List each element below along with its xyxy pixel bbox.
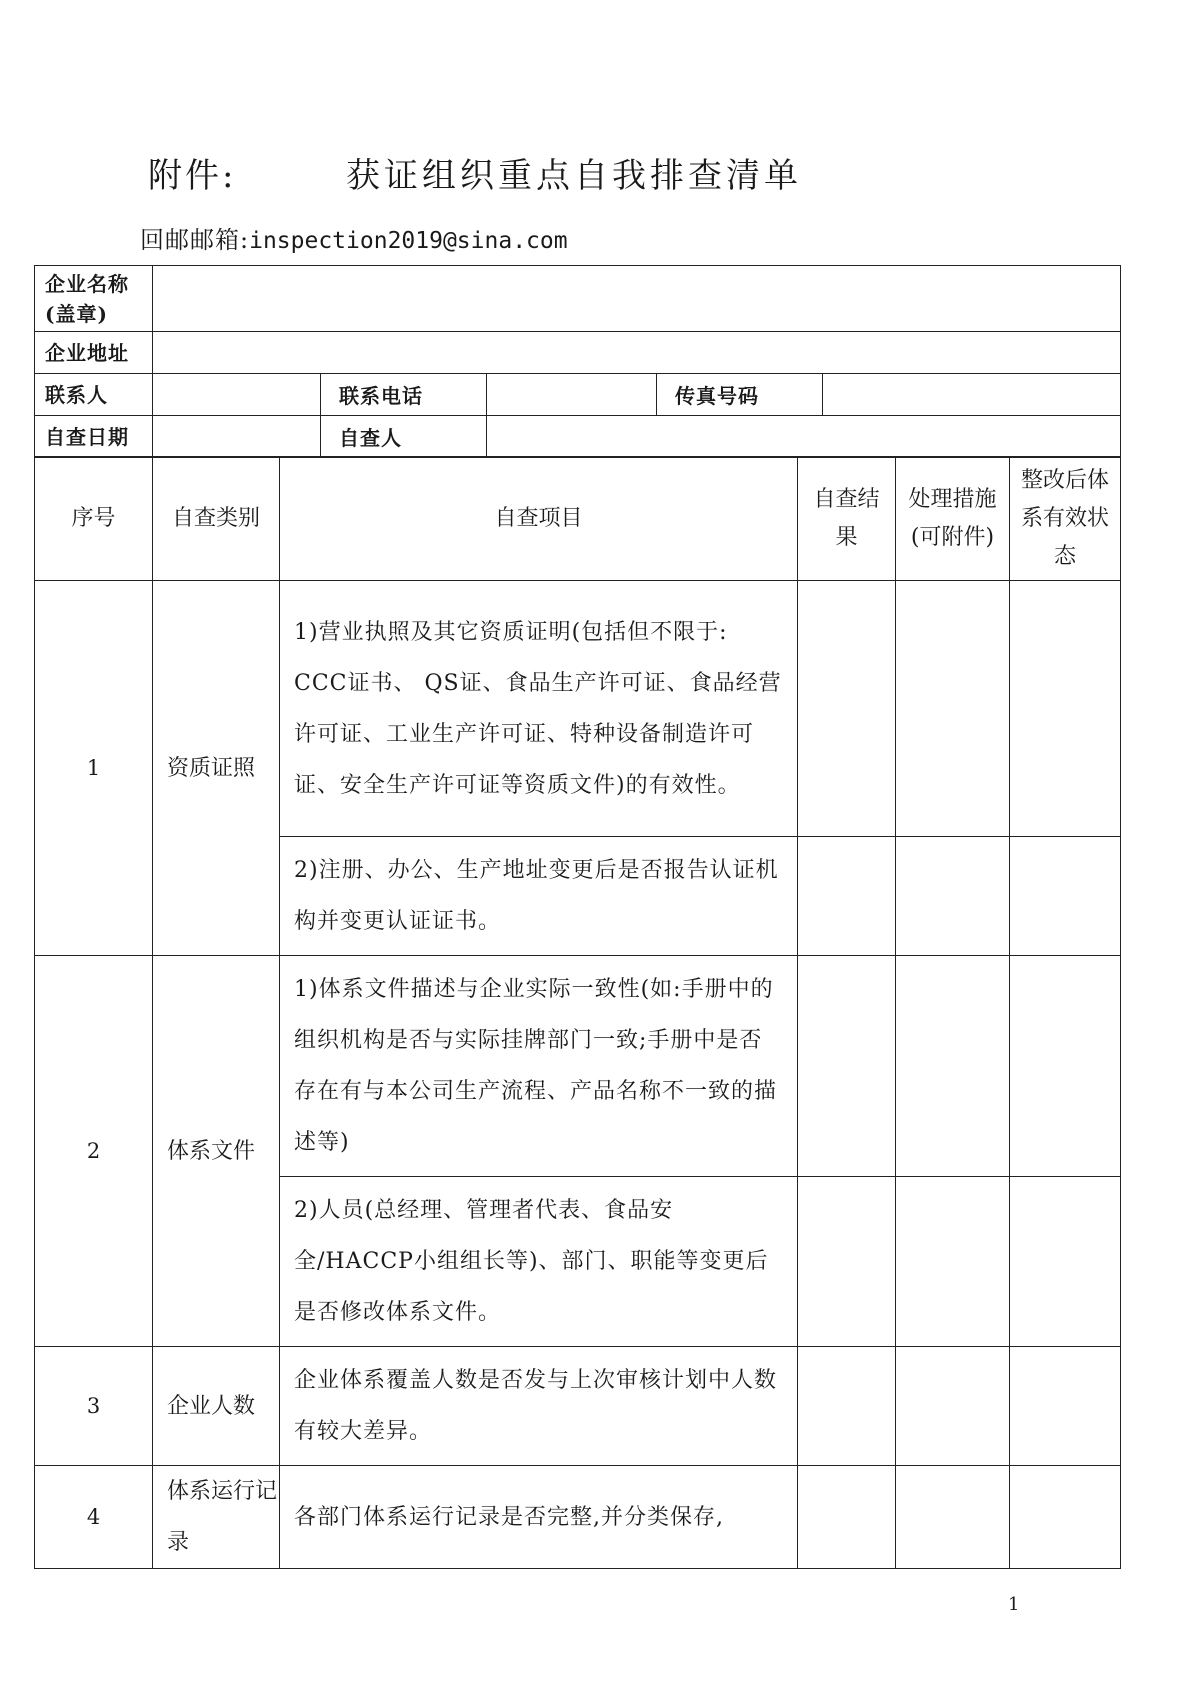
company-address-row xyxy=(35,332,1121,374)
fax-label: 传真号码 xyxy=(657,374,823,416)
row-item: 各部门体系运行记录是否完整,并分类保存, xyxy=(280,1466,798,1569)
result-cell[interactable] xyxy=(798,956,896,1177)
row-seq: 3 xyxy=(35,1347,153,1466)
company-name-label-text: 企业名称 xyxy=(45,271,129,296)
company-info-table xyxy=(34,265,1121,458)
date-label: 自查日期 xyxy=(35,416,153,458)
row-item: 2)注册、办公、生产地址变更后是否报告认证机构并变更认证证书。 xyxy=(280,837,798,956)
row-item: 2)人员(总经理、管理者代表、食品安全/HACCP小组组长等)、部门、职能等变更后是否修改体系文件。 xyxy=(280,1177,798,1347)
measure-cell[interactable] xyxy=(896,1347,1010,1466)
measure-cell[interactable] xyxy=(896,837,1010,956)
header-seq: 序号 xyxy=(35,457,153,581)
row-category: 资质证照 xyxy=(153,581,280,956)
inspector-field[interactable] xyxy=(487,416,1121,458)
document-title-row xyxy=(148,148,802,197)
self-check-table xyxy=(34,456,1121,1569)
inspector-label: 自查人 xyxy=(321,416,487,458)
company-name-seal-text: (盖章) xyxy=(45,301,108,326)
reply-email-row xyxy=(140,220,568,255)
result-cell[interactable] xyxy=(798,581,896,837)
status-cell[interactable] xyxy=(1010,1347,1121,1466)
row-seq: 4 xyxy=(35,1466,153,1569)
document-title: 获证组织重点自我排查清单 xyxy=(346,156,802,196)
table-row xyxy=(35,956,1121,1177)
row-item: 1)体系文件描述与企业实际一致性(如:手册中的组织机构是否与实际挂牌部门一致;手册中是否存在有与本公司生产流程、产品名称不一致的描述等) xyxy=(280,956,798,1177)
company-name-row xyxy=(35,266,1121,332)
page-number: 1 xyxy=(1008,1594,1020,1615)
measure-cell[interactable] xyxy=(896,956,1010,1177)
company-address-label: 企业地址 xyxy=(35,332,153,374)
row-category: 企业人数 xyxy=(153,1347,280,1466)
email-label: 回邮邮箱: xyxy=(140,226,250,254)
date-row xyxy=(35,416,1121,458)
status-cell[interactable] xyxy=(1010,1466,1121,1569)
header-item: 自查项目 xyxy=(280,457,798,581)
header-measure: 处理措施(可附件) xyxy=(896,457,1010,581)
result-cell[interactable] xyxy=(798,1466,896,1569)
row-seq: 1 xyxy=(35,581,153,956)
status-cell[interactable] xyxy=(1010,837,1121,956)
table-row xyxy=(35,581,1121,837)
measure-cell[interactable] xyxy=(896,581,1010,837)
measure-cell[interactable] xyxy=(896,1177,1010,1347)
result-cell[interactable] xyxy=(798,1347,896,1466)
phone-field[interactable] xyxy=(487,374,657,416)
company-name-label xyxy=(35,266,153,332)
phone-label: 联系电话 xyxy=(321,374,487,416)
measure-cell[interactable] xyxy=(896,1466,1010,1569)
row-category: 体系文件 xyxy=(153,956,280,1347)
header-status: 整改后体系有效状态 xyxy=(1010,457,1121,581)
status-cell[interactable] xyxy=(1010,956,1121,1177)
header-category: 自查类别 xyxy=(153,457,280,581)
table-row xyxy=(35,1347,1121,1466)
status-cell[interactable] xyxy=(1010,1177,1121,1347)
email-address: inspection2019@sina.com xyxy=(249,228,568,254)
contact-row xyxy=(35,374,1121,416)
row-item: 企业体系覆盖人数是否发与上次审核计划中人数有较大差异。 xyxy=(280,1347,798,1466)
result-cell[interactable] xyxy=(798,1177,896,1347)
fax-field[interactable] xyxy=(823,374,1121,416)
contact-field[interactable] xyxy=(153,374,321,416)
attachment-label: 附件: xyxy=(148,156,237,196)
table-header-row xyxy=(35,457,1121,581)
row-item: 1)营业执照及其它资质证明(包括但不限于: CCC证书、 QS证、食品生产许可证、食品经营许可证、工业生产许可证、特种设备制造许可证、安全生产许可证等资质文件)的有效性。 xyxy=(280,581,798,837)
date-field[interactable] xyxy=(153,416,321,458)
table-row xyxy=(35,1466,1121,1569)
contact-label: 联系人 xyxy=(35,374,153,416)
row-seq: 2 xyxy=(35,956,153,1347)
header-result: 自查结果 xyxy=(798,457,896,581)
company-name-field[interactable] xyxy=(153,266,1121,332)
result-cell[interactable] xyxy=(798,837,896,956)
status-cell[interactable] xyxy=(1010,581,1121,837)
row-category: 体系运行记录 xyxy=(153,1466,280,1569)
company-address-field[interactable] xyxy=(153,332,1121,374)
